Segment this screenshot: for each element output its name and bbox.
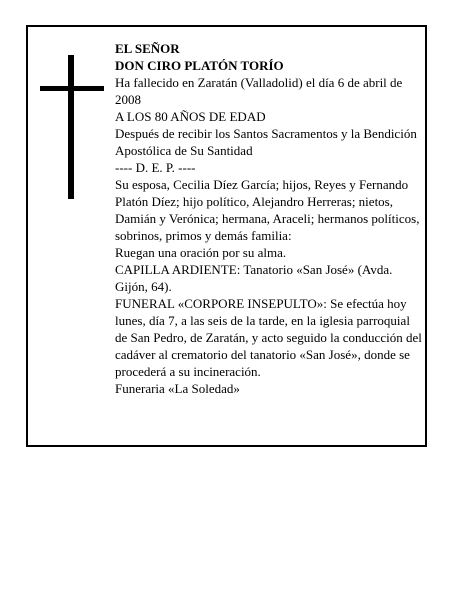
funeral-paragraph: FUNERAL «CORPORE INSEPULTO»: Se efectúa hoy lunes, día 7, a las seis de la tarde, en la iglesia parroquial de San Pedro, de Zaratán, y acto seguido la conducción del cadáver al crematorio del tanatorio «San José», donde se procederá a su incineración.: [115, 296, 422, 379]
cross-vertical-bar: [68, 55, 74, 199]
prayer-line: Ruegan una oración por su alma.: [115, 245, 287, 260]
rip-line: ---- D. E. P. ----: [115, 160, 196, 175]
death-announcement: Ha fallecido en Zaratán (Valladolid) el día 6 de abril de 2008: [115, 75, 403, 107]
chapel-paragraph: CAPILLA ARDIENTE: Tanatorio «San José» (Avda. Gijón, 64).: [115, 262, 393, 294]
title-line-1: EL SEÑOR: [115, 41, 180, 56]
deceased-name: DON CIRO PLATÓN TORÍO: [115, 58, 284, 73]
latin-cross-icon: [40, 55, 104, 199]
obituary-notice: [26, 25, 427, 447]
cross-horizontal-bar: [40, 86, 104, 91]
age-line: A LOS 80 AÑOS DE EDAD: [115, 109, 266, 124]
funeral-home-line: Funeraria «La Soledad»: [115, 381, 240, 396]
family-paragraph: Su esposa, Cecilia Díez García; hijos, Reyes y Fernando Platón Díez; hijo político, Alejandro Herreras; nietos, Damián y Verónica; hermana, Araceli; hermanos políticos, sobrinos, primos y demás familia:: [115, 177, 420, 243]
sacraments-line: Después de recibir los Santos Sacramentos y la Bendición Apostólica de Su Santidad: [115, 126, 417, 158]
notice-text: [115, 40, 422, 397]
